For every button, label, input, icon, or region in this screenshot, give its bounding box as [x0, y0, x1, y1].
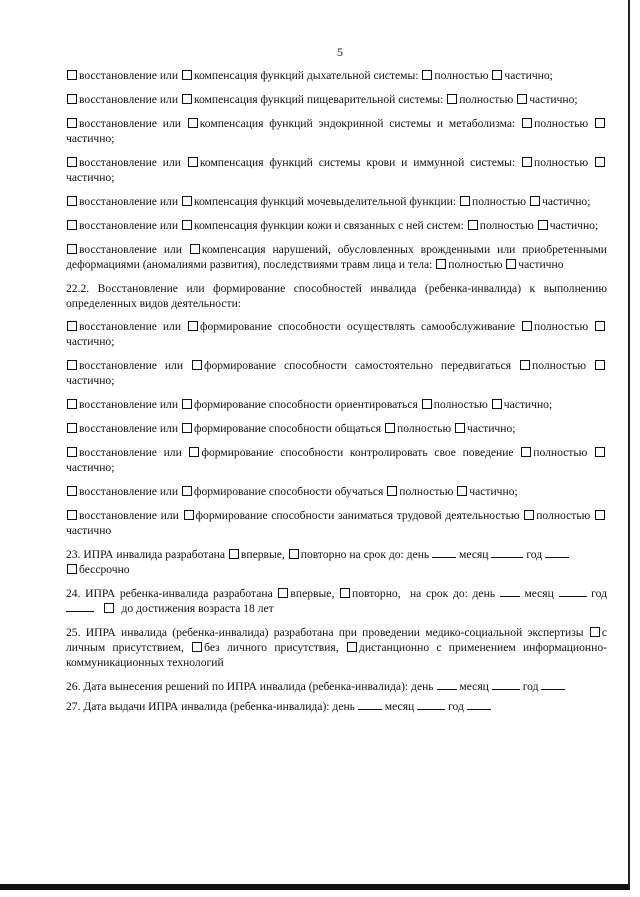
first-time-checkbox[interactable] — [278, 588, 288, 598]
item-prefix: восстановление или — [79, 359, 184, 372]
fully-label: полностью — [448, 258, 503, 271]
partially-checkbox[interactable] — [517, 94, 527, 104]
partially-checkbox[interactable] — [492, 399, 502, 409]
fully-label: полностью — [479, 219, 534, 232]
fully-label: полностью — [534, 156, 589, 169]
item-prefix: восстановление или — [79, 93, 179, 106]
fully-checkbox[interactable] — [447, 94, 457, 104]
fully-checkbox[interactable] — [422, 399, 432, 409]
partially-label: частично; — [504, 69, 553, 82]
partially-label: частично; — [469, 485, 518, 498]
ability-formation-list — [66, 319, 607, 538]
partially-label: частично; — [542, 195, 591, 208]
fully-label: полностью — [533, 446, 588, 459]
partially-checkbox[interactable] — [595, 447, 605, 457]
partially-checkbox[interactable] — [595, 157, 605, 167]
fully-label: полностью — [434, 69, 489, 82]
partially-checkbox[interactable] — [530, 196, 540, 206]
checklist-item — [66, 116, 607, 146]
compensate-checkbox[interactable] — [184, 510, 194, 520]
item-text: компенсация функций пищеварительной системы: — [193, 93, 444, 106]
checklist-item — [66, 218, 607, 233]
no-personal-presence-checkbox[interactable] — [192, 642, 202, 652]
month-blank[interactable] — [492, 679, 520, 690]
restore-checkbox[interactable] — [67, 510, 77, 520]
fully-checkbox[interactable] — [521, 447, 531, 457]
repeat-checkbox[interactable] — [340, 588, 350, 598]
form-content — [66, 68, 607, 719]
fully-checkbox[interactable] — [522, 118, 532, 128]
partially-label: частично; — [549, 219, 599, 232]
compensate-checkbox[interactable] — [182, 486, 192, 496]
partially-label: частично; — [66, 335, 115, 348]
item-prefix: восстановление или — [79, 156, 181, 169]
fully-label: полностью — [433, 398, 488, 411]
item-text: компенсация функций эндокринной системы и метаболизма: — [199, 117, 516, 130]
checklist-item — [66, 358, 607, 388]
section-22-2-heading: 22.2. Восстановление или формирование способностей инвалида (ребенка-инвалида) к выполнению определенных видов деятельности: — [66, 282, 607, 310]
fully-label: полностью — [536, 509, 591, 522]
fully-checkbox[interactable] — [522, 321, 532, 331]
fully-label: полностью — [459, 93, 514, 106]
fully-label: полностью — [399, 485, 454, 498]
day-blank[interactable] — [500, 586, 520, 597]
section-24: 24. ИПРА ребенка-инвалида разработана впервые, повторно, на срок до: день месяц год до достижения возраста 18 лет — [66, 587, 607, 615]
item-text: компенсация функций системы крови и иммунной системы: — [199, 156, 516, 169]
item-prefix: восстановление или — [79, 398, 179, 411]
compensate-checkbox[interactable] — [182, 423, 192, 433]
item-prefix: восстановление или — [79, 485, 179, 498]
item-text: формирование способности контролировать свое поведение — [201, 446, 514, 459]
month-blank[interactable] — [417, 699, 445, 710]
compensate-checkbox[interactable] — [188, 157, 198, 167]
fully-checkbox[interactable] — [387, 486, 397, 496]
year-blank[interactable] — [545, 547, 569, 558]
checklist-item — [66, 397, 607, 412]
item-text: формирование способности осуществлять самообслуживание — [199, 320, 516, 333]
compensate-checkbox[interactable] — [188, 118, 198, 128]
compensate-checkbox[interactable] — [182, 70, 192, 80]
item-prefix: восстановление или — [79, 117, 181, 130]
item-prefix: восстановление или — [79, 422, 179, 435]
partially-checkbox[interactable] — [506, 259, 516, 269]
item-text: формирование способности самостоятельно передвигаться — [203, 359, 512, 372]
month-blank[interactable] — [559, 586, 587, 597]
checklist-item — [66, 508, 607, 538]
partially-label: частично; — [66, 374, 115, 387]
partially-checkbox[interactable] — [595, 360, 605, 370]
partially-label: частично — [66, 524, 112, 537]
fully-label: полностью — [531, 359, 587, 372]
fully-checkbox[interactable] — [520, 360, 530, 370]
item-prefix: восстановление или — [79, 69, 179, 82]
restore-checkbox[interactable] — [67, 220, 77, 230]
month-blank[interactable] — [491, 547, 523, 558]
item-prefix: восстановление или — [79, 243, 183, 256]
compensate-checkbox[interactable] — [192, 360, 202, 370]
checklist-item — [66, 445, 607, 475]
fully-checkbox[interactable] — [436, 259, 446, 269]
fully-label: полностью — [397, 422, 452, 435]
restore-checkbox[interactable] — [67, 423, 77, 433]
partially-label: частично; — [467, 422, 516, 435]
compensate-checkbox[interactable] — [182, 94, 192, 104]
checklist-item — [66, 319, 607, 349]
repeat-checkbox[interactable] — [289, 549, 299, 559]
checklist-item — [66, 194, 607, 209]
item-prefix: восстановление или — [79, 509, 179, 522]
item-text: формирование способности заниматься трудовой деятельностью — [195, 509, 520, 522]
fully-checkbox[interactable] — [522, 157, 532, 167]
day-blank[interactable] — [437, 679, 457, 690]
item-text: компенсация функций мочевыделительной функции: — [193, 195, 457, 208]
partially-label: частично; — [66, 132, 115, 145]
personal-presence-checkbox[interactable] — [590, 627, 600, 637]
compensate-checkbox[interactable] — [188, 321, 198, 331]
restore-checkbox[interactable] — [67, 486, 77, 496]
partially-label: частично; — [66, 171, 115, 184]
fully-checkbox[interactable] — [460, 196, 470, 206]
checklist-item — [66, 68, 607, 83]
section-26: 26. Дата вынесения решений по ИПРА инвалида (ребенка-инвалида): день месяц год — [66, 679, 607, 694]
partially-checkbox[interactable] — [457, 486, 467, 496]
fully-label: полностью — [534, 117, 589, 130]
item-text: формирование способности общаться — [193, 422, 382, 435]
restore-checkbox[interactable] — [67, 94, 77, 104]
checklist-item — [66, 242, 607, 272]
item-text: компенсация функции кожи и связанных с ней систем: — [193, 219, 464, 232]
partially-checkbox[interactable] — [455, 423, 465, 433]
fully-checkbox[interactable] — [385, 423, 395, 433]
compensate-checkbox[interactable] — [182, 196, 192, 206]
section-23: 23. ИПРА инвалида разработана впервые, повторно на срок до: день месяц год бессрочно — [66, 547, 607, 577]
item-prefix: восстановление или — [79, 320, 182, 333]
partially-label: частично; — [66, 461, 115, 474]
fully-label: полностью — [472, 195, 527, 208]
partially-checkbox[interactable] — [595, 510, 605, 520]
restore-checkbox[interactable] — [67, 157, 77, 167]
checklist-item — [66, 92, 607, 107]
checklist-item — [66, 155, 607, 185]
partially-checkbox[interactable] — [595, 118, 605, 128]
partially-label: частично — [518, 258, 564, 271]
fully-label: полностью — [534, 320, 589, 333]
item-prefix: восстановление или — [79, 195, 179, 208]
section-27: 27. Дата выдачи ИПРА инвалида (ребенка-инвалида): день месяц год — [66, 699, 607, 714]
page-number: 5 — [337, 45, 343, 59]
checklist-item — [66, 484, 607, 499]
year-blank[interactable] — [541, 679, 565, 690]
restore-checkbox[interactable] — [67, 360, 77, 370]
item-prefix: восстановление или — [79, 219, 179, 232]
item-text: компенсация функций дыхательной системы: — [193, 69, 419, 82]
restore-checkbox[interactable] — [67, 399, 77, 409]
compensate-checkbox[interactable] — [190, 244, 200, 254]
day-blank[interactable] — [358, 699, 382, 710]
year-blank[interactable] — [467, 699, 491, 710]
fully-checkbox[interactable] — [524, 510, 534, 520]
item-text: формирование способности ориентироваться — [193, 398, 418, 411]
remote-checkbox[interactable] — [347, 642, 357, 652]
item-prefix: восстановление или — [79, 446, 182, 459]
fully-checkbox[interactable] — [468, 220, 478, 230]
compensate-checkbox[interactable] — [182, 399, 192, 409]
restore-checkbox[interactable] — [67, 321, 77, 331]
partially-checkbox[interactable] — [492, 70, 502, 80]
partially-label: частично; — [529, 93, 578, 106]
restore-functions-list — [66, 68, 607, 272]
restore-checkbox[interactable] — [67, 244, 77, 254]
checklist-item — [66, 421, 607, 436]
first-time-checkbox[interactable] — [229, 549, 239, 559]
age-limit-checkbox[interactable] — [104, 603, 114, 613]
restore-checkbox[interactable] — [67, 447, 77, 457]
restore-checkbox[interactable] — [67, 196, 77, 206]
compensate-checkbox[interactable] — [189, 447, 199, 457]
day-blank[interactable] — [432, 547, 456, 558]
year-blank[interactable] — [66, 601, 94, 612]
item-text: компенсация нарушений, обусловленных врожденными или приобретенными деформациями (аномалиями развития), последствиями травм лица и тела: — [66, 243, 607, 271]
fully-checkbox[interactable] — [422, 70, 432, 80]
section-25: 25. ИПРА инвалида (ребенка-инвалида) разработана при проведении медико-социальной экспертизы с личным присутствием, без личного присутствия, дистанционно с применением информационно-коммуникационных технологий — [66, 626, 607, 669]
partially-label: частично; — [503, 398, 553, 411]
unlimited-checkbox[interactable] — [67, 564, 77, 574]
item-text: формирование способности обучаться — [193, 485, 384, 498]
restore-checkbox[interactable] — [67, 70, 77, 80]
restore-checkbox[interactable] — [67, 118, 77, 128]
partially-checkbox[interactable] — [595, 321, 605, 331]
partially-checkbox[interactable] — [538, 220, 548, 230]
compensate-checkbox[interactable] — [182, 220, 192, 230]
